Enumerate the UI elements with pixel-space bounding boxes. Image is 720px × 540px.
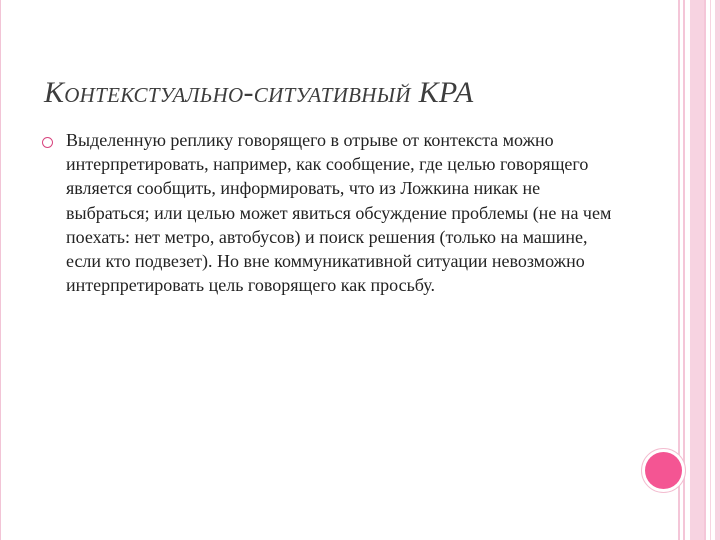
left-border-line xyxy=(0,0,1,540)
slide-title: Контекстуально-ситуативный КРА xyxy=(44,76,474,109)
decorative-stripe xyxy=(704,0,706,540)
decorative-stripe xyxy=(690,0,704,540)
decorative-stripe xyxy=(715,0,720,540)
bullet-text: Выделенную реплику говорящего в отрыве от контекста можно интерпретировать, например, как сообщение, где целью говорящего является сообщить, информировать, что из Ложкина никак не выбраться; или целью может явиться обсуждение проблемы (не на чем поехать: нет метро, автобусов) и поиск решения (только на машине, если кто подвезет). Но вне коммуникативной ситуации невозможно интерпретировать цель говорящего как просьбу. xyxy=(66,130,612,296)
decorative-stripe xyxy=(710,0,711,540)
decorative-circle-icon xyxy=(645,452,682,489)
bullet-circle-icon xyxy=(42,137,53,148)
